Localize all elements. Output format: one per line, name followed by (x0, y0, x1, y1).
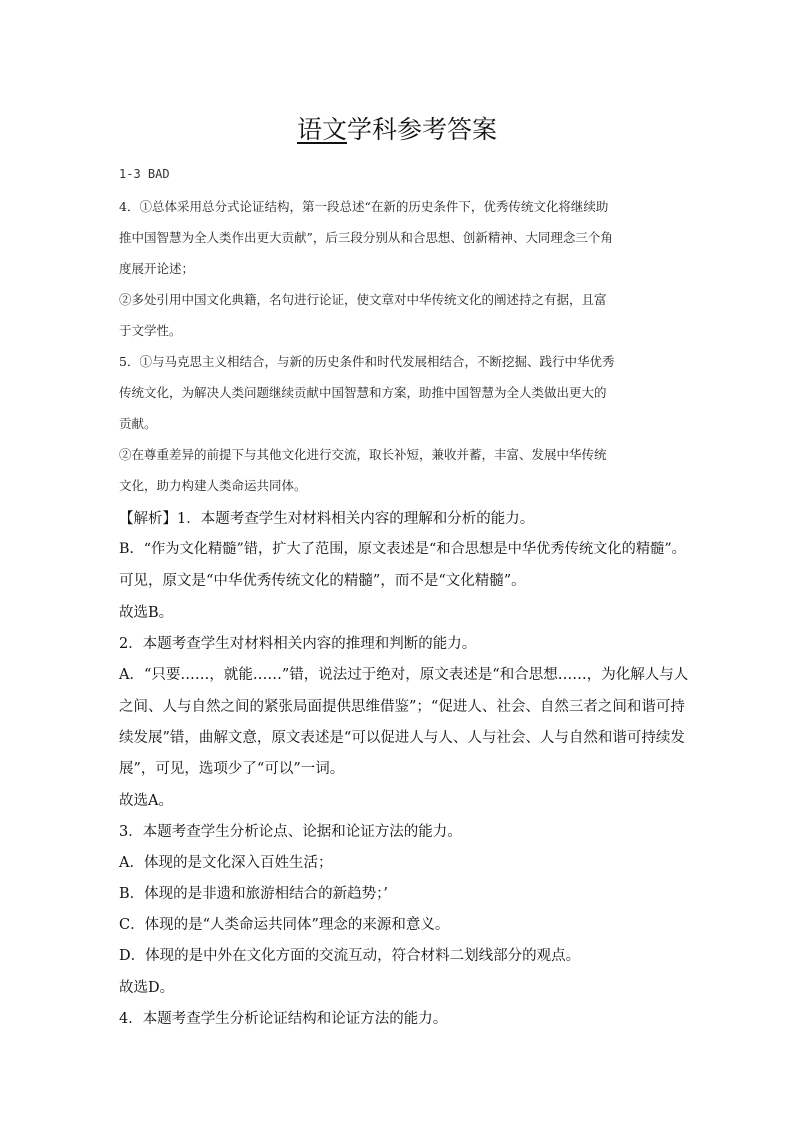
analysis-line-7: 之间、人与自然之间的紧张局面提供思维借鉴”；“促进人、社会、自然三者之间和谐可持 (119, 699, 685, 715)
analysis-line-15: D．体现的是中外在文化方面的交流互动，符合材料二划线部分的观点。 (119, 948, 581, 964)
answer-line-7: 5．①与马克思主义相结合，与新的历史条件和时代发展相结合，不断挖掘、践行中华优秀 (119, 354, 615, 369)
analysis-line-4: 故选B。 (119, 605, 174, 621)
analysis-line-14: C．体现的是“人类命运共同体”理念的来源和意义。 (119, 917, 450, 933)
analysis-line-2: B．“作为文化精髓”错，扩大了范围，原文表述是“和合思想是中华优秀传统文化的精髓”。 (119, 541, 686, 557)
analysis-line-12: A．体现的是文化深入百姓生活； (119, 855, 333, 871)
answer-line-8: 传统文化，为解决人类问题继续贡献中国智慧和方案，助推中国智慧为全人类做出更大的 (119, 385, 607, 400)
answer-line-11: 文化，助力构建人类命运共同体。 (119, 478, 307, 493)
analysis-line-10: 故选A。 (119, 793, 173, 809)
analysis-line-17: 4．本题考查学生分析论证结构和论证方法的能力。 (119, 1011, 448, 1027)
analysis-line-13: B．体现的是非遗和旅游相结合的新趋势；’ (119, 886, 389, 902)
analysis-line-11: 3．本题考查学生分析论点、论据和论证方法的能力。 (119, 824, 462, 840)
analysis-line-9: 展”，可见，选项少了“可以”一词。 (119, 761, 345, 777)
answer-line-4: 度展开论述； (119, 261, 195, 276)
title-underlined-part: 语文 (296, 115, 347, 144)
title-rest: 学科参考答案 (347, 115, 498, 144)
answer-line-10: ②在尊重差异的前提下与其他文化进行交流，取长补短，兼收并蓄，丰富、发展中华传统 (119, 447, 607, 462)
analysis-line-16: 故选D。 (119, 980, 175, 996)
answer-line-1: 1-3 BAD (119, 167, 170, 181)
answer-line-2: 4．①总体采用总分式论证结构，第一段总述“在新的历史条件下，优秀传统文化将继续助 (119, 199, 609, 214)
page-title (0, 112, 794, 148)
analysis-line-1: 【解析】1．本题考查学生对材料相关内容的理解和分析的能力。 (119, 511, 535, 527)
answer-line-5: ②多处引用中国文化典籍，名句进行论证，使文章对中华传统文化的阐述持之有据，且富 (119, 292, 607, 307)
answer-line-3: 推中国智慧为全人类作出更大贡献”，后三段分别从和合思想、创新精神、大同理念三个角 (119, 230, 613, 245)
answer-line-6: 于文学性。 (119, 323, 182, 338)
analysis-line-8: 续发展”错，曲解文意，原文表述是“可以促进人与人、人与社会、人与自然和谐可持续发 (119, 730, 685, 746)
analysis-line-3: 可见，原文是“中华优秀传统文化的精髓”，而不是“文化精髓”。 (119, 573, 526, 589)
analysis-line-6: A．“只要……，就能……”错，说法过于绝对，原文表述是“和合思想……，为化解人与人 (119, 667, 689, 683)
answer-line-9: 贡献。 (119, 416, 157, 431)
analysis-line-5: 2．本题考查学生对材料相关内容的推理和判断的能力。 (119, 636, 477, 652)
